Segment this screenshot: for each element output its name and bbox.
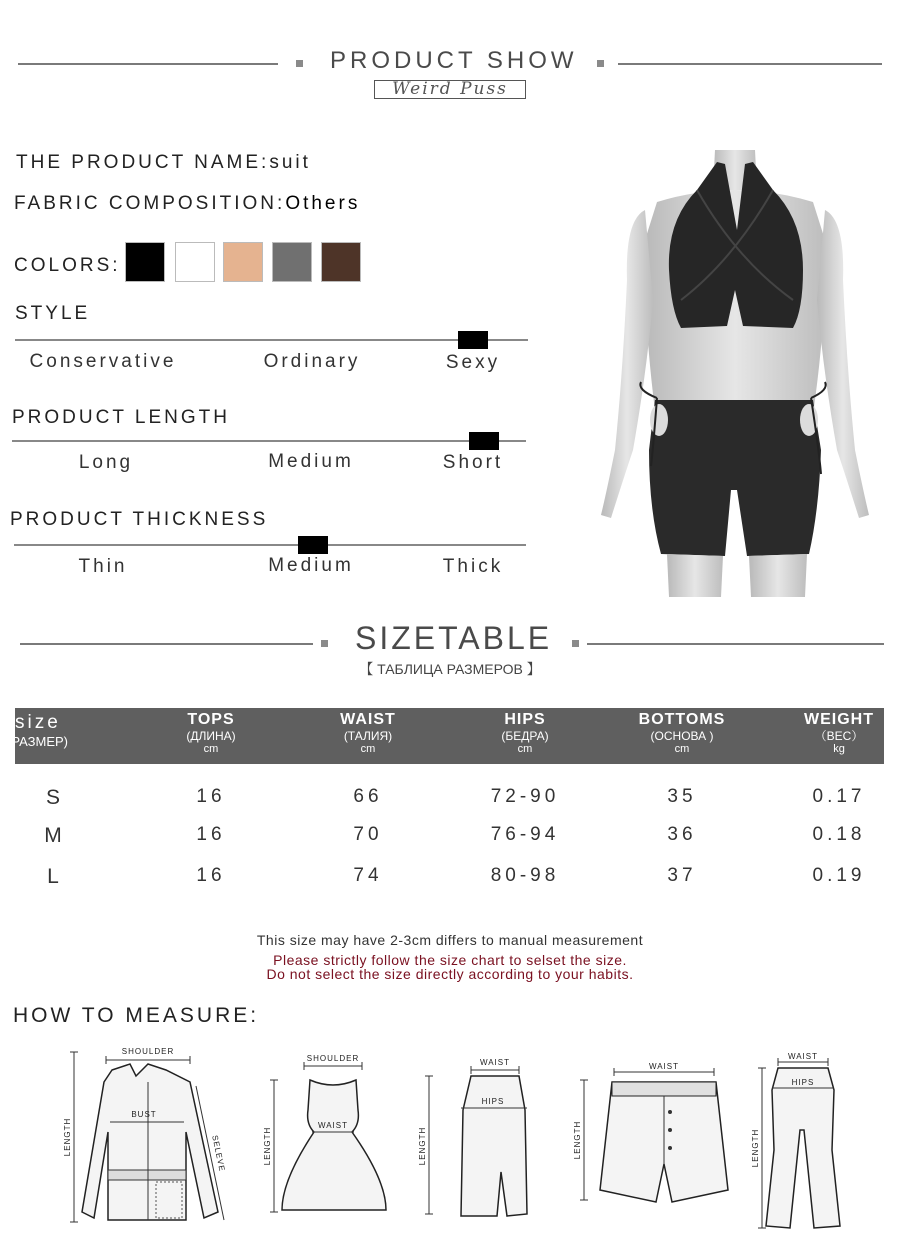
jacket-sleeve-label: SELEVE [210,1134,227,1173]
shorts-waist-label: WAIST [648,1062,680,1071]
thickness-marker [298,536,328,554]
brand-name: Weird Puss [374,80,526,99]
table-cell: 16 [196,865,226,886]
col-bottoms-unit: cm [674,743,690,755]
header-square-left [296,60,303,67]
table-cell: 16 [196,786,226,807]
col-waist-unit: cm [360,743,376,755]
pants-hips-label: HIPS [791,1078,815,1087]
table-cell: 36 [667,824,697,845]
col-size [0,708,115,749]
table-cell: 80-98 [490,865,560,886]
color-swatch [125,242,165,282]
col-hips-main: HIPS [504,711,546,728]
thickness-option-thin: Thin [78,556,128,577]
style-option-sexy: Sexy [445,352,501,373]
how-to-measure-title: HOW TO MEASURE: [13,1004,260,1027]
col-hips [455,708,595,756]
header-square-right [597,60,604,67]
table-cell: 70 [353,824,383,845]
table-cell: L [47,865,63,888]
table-cell: 37 [667,865,697,886]
skirt-length-label: LENGTH [418,1126,427,1166]
col-size-ru: (РАЗМЕР) [7,734,69,749]
pants-waist-label: WAIST [787,1052,819,1061]
length-option-short: Short [442,452,504,473]
product-name-label: THE PRODUCT NAME: [16,152,270,173]
size-table-header [7,708,884,764]
product-show-title: PRODUCT SHOW [330,47,578,74]
jacket-shoulder-label: SHOULDER [121,1047,175,1056]
table-cell: 0.18 [812,824,866,845]
length-title: PRODUCT LENGTH [12,407,230,428]
table-cell: S [45,786,64,809]
skirt-waist-label: WAIST [479,1058,511,1067]
length-option-medium: Medium [268,451,354,472]
col-bottoms [612,708,752,756]
thickness-title: PRODUCT THICKNESS [10,509,269,530]
color-swatch [223,242,263,282]
style-title: STYLE [15,303,91,324]
table-cell: 76-94 [490,824,560,845]
product-photo [597,150,872,597]
skirt-hips-label: HIPS [481,1097,505,1106]
table-cell: 66 [353,786,383,807]
color-swatch [175,242,215,282]
length-option-long: Long [78,452,134,473]
pants-diagram [750,1050,855,1235]
fabric-composition [14,193,360,215]
col-bottoms-ru: (ОСНОВА ) [650,729,714,743]
col-bottoms-main: BOTTOMS [638,711,726,728]
thickness-option-medium: Medium [268,555,354,576]
dress-diagram [260,1050,395,1215]
shorts-diagram [574,1060,744,1215]
thickness-scale-line [14,544,526,546]
header-rule-left [18,63,278,65]
col-tops [141,708,281,756]
dress-waist-label: WAIST [317,1121,349,1130]
col-tops-unit: cm [203,743,219,755]
sizetable-title: SIZETABLE [355,620,553,656]
note-follow-chart: Please strictly follow the size chart to selset the size. [273,952,627,968]
col-tops-ru: (ДЛИНА) [186,729,236,743]
col-weight-ru: （ВЕС） [814,729,864,743]
table-cell: 72-90 [490,786,560,807]
sizetable-rule-left [20,643,313,645]
style-marker [458,331,488,349]
pants-length-label: LENGTH [751,1128,760,1168]
style-option-conservative: Conservative [29,351,177,372]
skirt-diagram [415,1054,540,1224]
col-weight-unit: kg [833,743,845,755]
col-hips-ru: (БЕДРА) [501,729,549,743]
col-waist-main: WAIST [340,711,396,728]
style-scale-line [15,339,528,341]
jacket-bust-label: BUST [131,1110,157,1119]
dress-length-label: LENGTH [263,1126,272,1166]
shorts-length-label: LENGTH [573,1120,582,1160]
table-cell: 0.17 [812,786,866,807]
colors-label: COLORS: [14,255,121,276]
col-waist-ru: (ТАЛИЯ) [343,729,393,743]
jacket-diagram [60,1042,235,1227]
col-weight-main: WEIGHT [804,711,874,728]
col-size-main: size [15,712,61,733]
color-swatch [272,242,312,282]
product-name [16,152,311,174]
col-weight [769,708,909,756]
note-habits: Do not select the size directly according to your habits. [266,966,634,982]
thickness-option-thick: Thick [442,556,504,577]
length-marker [469,432,499,450]
fabric-value: Others [285,193,361,214]
dress-shoulder-label: SHOULDER [306,1054,360,1063]
color-swatch [321,242,361,282]
table-cell: 16 [196,824,226,845]
col-tops-main: TOPS [187,711,235,728]
note-measurement: This size may have 2-3cm differs to manual measurement [256,932,644,948]
header-rule-right [618,63,882,65]
style-option-ordinary: Ordinary [263,351,361,372]
table-cell: 74 [353,865,383,886]
fabric-label: FABRIC COMPOSITION: [14,193,286,214]
table-cell: 35 [667,786,697,807]
length-scale-line [12,440,526,442]
table-cell: 0.19 [812,865,866,886]
sizetable-subtitle: 【 ТАБЛИЦА РАЗМЕРОВ 】 [359,661,541,677]
table-cell: M [44,824,66,847]
col-hips-unit: cm [517,743,533,755]
jacket-length-label: LENGTH [63,1117,72,1157]
sizetable-square-right [572,640,579,647]
product-name-value: suit [269,152,311,173]
col-waist [298,708,438,756]
sizetable-rule-right [587,643,884,645]
sizetable-square-left [321,640,328,647]
